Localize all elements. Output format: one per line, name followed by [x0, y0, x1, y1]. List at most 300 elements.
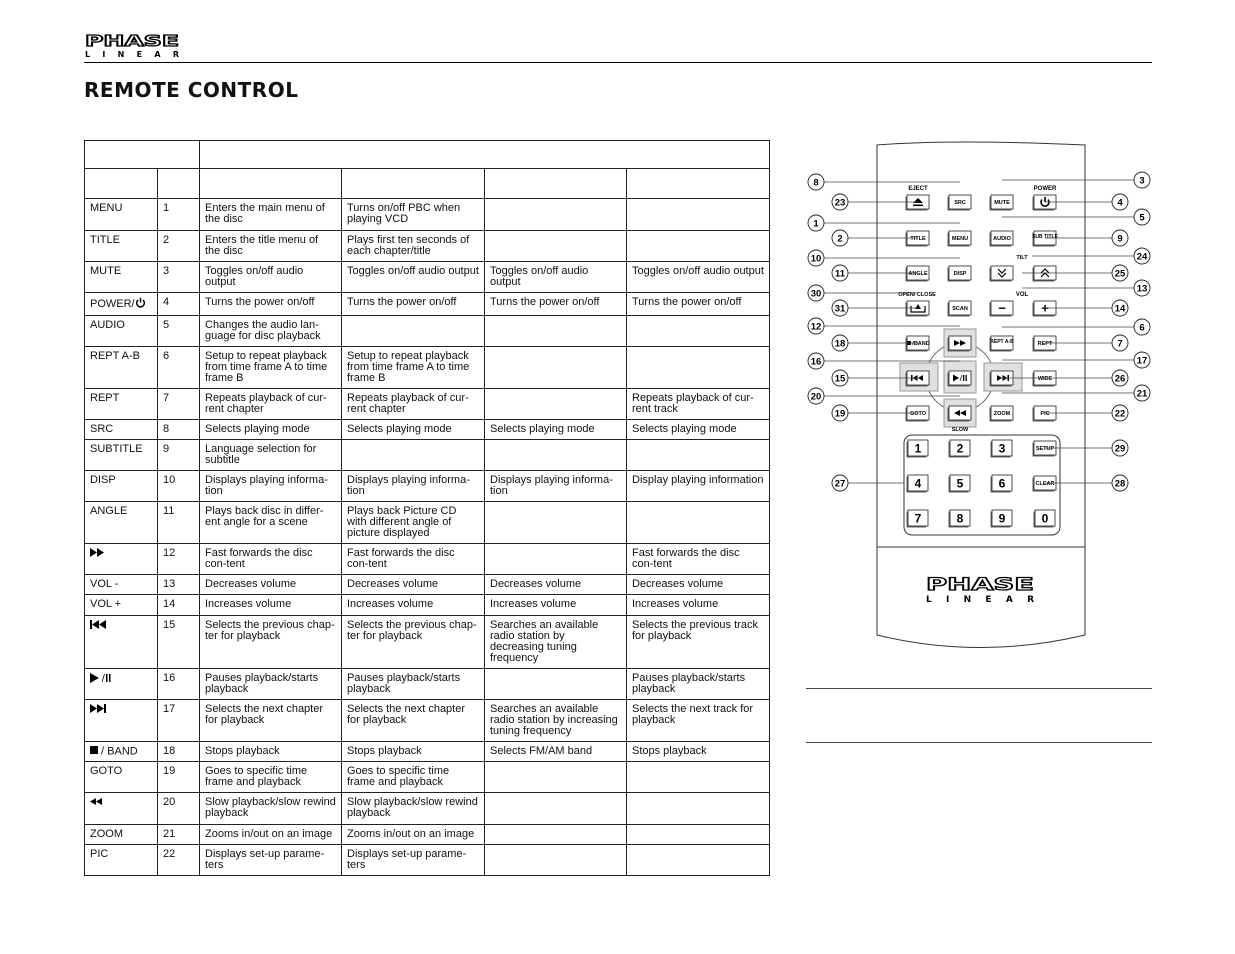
- button-label: +: [1041, 300, 1049, 316]
- tilt-label: TILT: [1016, 255, 1028, 261]
- function-cell: Plays back Picture CD with different angle of picture displayed: [342, 502, 485, 544]
- function-cell: Displays playing informa-tion: [200, 471, 342, 502]
- callout-number: 15: [834, 373, 846, 385]
- function-cell: [485, 231, 627, 262]
- button-name-cell: [85, 700, 158, 742]
- fast-forward-icon: [90, 548, 106, 560]
- remote-button[interactable]: [1034, 510, 1056, 528]
- button-name-cell: [85, 231, 158, 262]
- button-name-cell: [85, 793, 158, 825]
- function-cell: Selects playing mode: [342, 420, 485, 440]
- button-face: [949, 371, 971, 385]
- eject-label: EJECT: [908, 186, 928, 192]
- button-label: SRC: [954, 200, 966, 206]
- button-label: SCAN: [952, 306, 968, 312]
- button-name-cell: [85, 262, 158, 293]
- button-label: MENU: [951, 236, 969, 242]
- table-row: [85, 669, 770, 700]
- callout-number: 20: [810, 391, 822, 403]
- button-name-text: TITLE: [90, 234, 120, 246]
- function-cell: Plays back disc in differ-ent angle for a scene: [200, 502, 342, 544]
- function-cell: Enters the main menu of the disc: [200, 199, 342, 231]
- callout-number-cell: 5: [158, 316, 200, 347]
- button-label: 3: [998, 441, 1006, 456]
- function-cell: Repeats playback of cur-rent track: [627, 389, 770, 420]
- remote-button[interactable]: [990, 336, 1015, 352]
- button-label: 2: [956, 441, 964, 456]
- remote-button[interactable]: [906, 266, 930, 282]
- table-row: [85, 575, 770, 595]
- callout-number-cell: 10: [158, 471, 200, 502]
- button-label: REPT A-B: [990, 339, 1014, 345]
- function-cell: [485, 544, 627, 575]
- callout-number: 2: [837, 233, 843, 245]
- callout-number-cell: 8: [158, 420, 200, 440]
- remote-button[interactable]: [906, 301, 930, 317]
- callout-number-cell: 16: [158, 669, 200, 700]
- function-cell: Stops playback: [627, 742, 770, 762]
- function-cell: Increases volume: [200, 595, 342, 616]
- remote-button[interactable]: [906, 231, 930, 247]
- button-name-text: ANGLE: [90, 505, 128, 517]
- rewind-icon: [90, 797, 102, 808]
- function-cell: [627, 440, 770, 471]
- callout-number: 26: [1114, 373, 1126, 385]
- callout-number-cell: 4: [158, 293, 200, 316]
- table-row: [85, 502, 770, 544]
- callout-number: 21: [1136, 388, 1148, 400]
- button-label: 1: [914, 441, 922, 456]
- button-label: GOTO: [909, 411, 927, 417]
- button-label: PIC: [1040, 411, 1050, 417]
- callout-number: 1: [813, 218, 819, 230]
- button-name-text: DISP: [90, 474, 116, 486]
- button-name-cell: [85, 316, 158, 347]
- header-cell-blank: [85, 141, 200, 169]
- button-name-text: MENU: [90, 202, 123, 214]
- function-cell: Displays set-up parame-ters: [200, 845, 342, 876]
- function-cell: Decreases volume: [627, 575, 770, 595]
- remote-button[interactable]: [1033, 195, 1057, 211]
- function-cell: Selects playing mode: [627, 420, 770, 440]
- callout-number-cell: 12: [158, 544, 200, 575]
- remote-button[interactable]: [906, 406, 930, 422]
- button-name-cell: [85, 347, 158, 389]
- table-row: [85, 316, 770, 347]
- function-cell: [627, 793, 770, 825]
- table-row: [85, 293, 770, 316]
- function-cell: [485, 440, 627, 471]
- function-cell: Fast forwards the disc con-tent: [200, 544, 342, 575]
- button-name-cell: [85, 825, 158, 845]
- remote-button[interactable]: [948, 336, 972, 352]
- function-cell: Turns on/off PBC when playing VCD: [342, 199, 485, 231]
- button-label: TITLE: [910, 236, 926, 242]
- callout-number: 17: [1136, 355, 1148, 367]
- function-cell: Selects the previous chap-ter for playback: [200, 616, 342, 669]
- callout-number: 31: [834, 303, 846, 315]
- remote-button[interactable]: [1033, 301, 1057, 317]
- button-name-text: PIC: [90, 848, 109, 861]
- function-cell: Displays set-up parame-ters: [342, 845, 485, 876]
- function-cell: Turns the power on/off: [627, 293, 770, 316]
- callout-number: 12: [810, 321, 822, 333]
- function-cell: Toggles on/off audio output: [200, 262, 342, 293]
- side-rule-bottom: [806, 742, 1152, 743]
- function-cell: [485, 762, 627, 793]
- function-cell: Pauses playback/starts playback: [342, 669, 485, 700]
- callout-number-cell: 3: [158, 262, 200, 293]
- function-cell: Setup to repeat playback from time frame A to time frame B: [342, 347, 485, 389]
- function-cell: Searches an available radio station by decreasing tuning frequency: [485, 616, 627, 669]
- function-cell: Display playing information: [627, 471, 770, 502]
- button-name-cell: [85, 595, 158, 616]
- function-cell: [627, 231, 770, 262]
- remote-button[interactable]: [948, 406, 972, 422]
- remote-button[interactable]: [948, 231, 972, 247]
- button-label: 5: [956, 476, 964, 491]
- callout-number-cell: 17: [158, 700, 200, 742]
- function-cell: Decreases volume: [200, 575, 342, 595]
- function-cell: Decreases volume: [342, 575, 485, 595]
- table-row: [85, 347, 770, 389]
- remote-button[interactable]: [949, 440, 971, 458]
- callout-number-cell: 6: [158, 347, 200, 389]
- function-cell: [485, 389, 627, 420]
- remote-button[interactable]: [990, 371, 1014, 387]
- function-cell: Language selection for subtitle: [200, 440, 342, 471]
- function-cell: [627, 199, 770, 231]
- remote-button[interactable]: [1033, 406, 1057, 422]
- remote-button[interactable]: [907, 440, 929, 458]
- table-row: [85, 389, 770, 420]
- button-label: 6: [998, 476, 1006, 491]
- button-label: DISP: [953, 271, 967, 277]
- header-cell-blank: [485, 169, 627, 199]
- previous-icon: [90, 620, 108, 632]
- function-cell: [627, 845, 770, 876]
- button-name-text: GOTO: [90, 765, 123, 778]
- callout-number-cell: 13: [158, 575, 200, 595]
- remote-body: [877, 142, 1085, 648]
- callout-number: 22: [1114, 408, 1126, 420]
- button-name-text: ZOOM: [90, 828, 123, 841]
- open-close-label: OPEN/ CLOSE: [898, 292, 936, 298]
- callout-number-cell: 7: [158, 389, 200, 420]
- button-label: REPT: [1037, 341, 1053, 347]
- remote-button[interactable]: [990, 195, 1014, 211]
- function-cell: Goes to specific time frame and playback: [342, 762, 485, 793]
- function-cell: Selects FM/AM band: [485, 742, 627, 762]
- callout-number-cell: 11: [158, 502, 200, 544]
- function-cell: Increases volume: [342, 595, 485, 616]
- button-label: 4: [914, 476, 922, 491]
- callout-number: 25: [1114, 268, 1126, 280]
- function-cell: Stops playback: [200, 742, 342, 762]
- function-cell: [627, 347, 770, 389]
- function-cell: Goes to specific time frame and playback: [200, 762, 342, 793]
- button-name-cell: [85, 544, 158, 575]
- callout-number-cell: 20: [158, 793, 200, 825]
- button-name-cell: [85, 293, 158, 316]
- button-label: 9: [998, 511, 1006, 526]
- callout-number: 13: [1136, 283, 1148, 295]
- remote-functions-table: [84, 140, 770, 876]
- callout-number: 6: [1139, 322, 1145, 334]
- remote-button[interactable]: [949, 475, 971, 493]
- function-cell: [485, 845, 627, 876]
- function-cell: Increases volume: [627, 595, 770, 616]
- callout-number: 11: [834, 268, 846, 280]
- table-row: [85, 595, 770, 616]
- function-cell: [627, 762, 770, 793]
- function-cell: Slow playback/slow rewind playback: [200, 793, 342, 825]
- function-cell: Setup to repeat playback from time frame A to time frame B: [200, 347, 342, 389]
- callout-number: 7: [1117, 338, 1123, 350]
- logo-bottom-text: LINEAR: [85, 50, 179, 58]
- remote-logo-top: PHASE: [926, 575, 1034, 595]
- button-label: MUTE: [994, 200, 1010, 206]
- function-cell: Fast forwards the disc con-tent: [627, 544, 770, 575]
- function-cell: Repeats playback of cur-rent chapter: [200, 389, 342, 420]
- table-row: [85, 262, 770, 293]
- button-name-text: AUDIO: [90, 319, 125, 331]
- callout-number: 28: [1114, 478, 1126, 490]
- button-name-text: VOL +: [90, 598, 122, 610]
- header-cell-blank: [158, 169, 200, 199]
- callout-number: 29: [1114, 443, 1126, 455]
- remote-button[interactable]: [949, 510, 971, 528]
- function-cell: [627, 825, 770, 845]
- page-title: REMOTE CONTROL: [84, 78, 299, 102]
- side-rule-top: [806, 688, 1152, 689]
- callout-number-cell: 2: [158, 231, 200, 262]
- remote-button[interactable]: [907, 475, 929, 493]
- button-label: −: [998, 300, 1006, 316]
- callout-number: 3: [1139, 175, 1145, 187]
- function-cell: Pauses playback/starts playback: [200, 669, 342, 700]
- function-cell: Changes the audio lan-guage for disc playback: [200, 316, 342, 347]
- button-name-text: SUBTITLE: [90, 443, 143, 455]
- callout-number: 10: [810, 253, 822, 265]
- function-cell: Selects playing mode: [485, 420, 627, 440]
- header-cell-blank: [627, 169, 770, 199]
- function-cell: Selects the previous track for playback: [627, 616, 770, 669]
- button-label: ANGLE: [908, 271, 928, 277]
- header-cell-blank: [200, 141, 770, 169]
- header-cell-blank: [200, 169, 342, 199]
- remote-button[interactable]: [990, 231, 1014, 247]
- function-cell: Selects the next track for playback: [627, 700, 770, 742]
- table-header-row-1: [85, 141, 770, 169]
- button-name-cell: [85, 845, 158, 876]
- button-name-cell: [85, 502, 158, 544]
- button-name-cell: [85, 389, 158, 420]
- header-rule: [84, 62, 1152, 63]
- remote-button[interactable]: [948, 195, 972, 211]
- function-cell: Decreases volume: [485, 575, 627, 595]
- power-icon: [135, 297, 146, 311]
- callout-number-cell: 19: [158, 762, 200, 793]
- table-row: [85, 440, 770, 471]
- function-cell: Toggles on/off audio output: [342, 262, 485, 293]
- button-label: WIDE: [1037, 376, 1053, 382]
- remote-button[interactable]: [991, 510, 1013, 528]
- function-cell: Selects the next chapter for playback: [200, 700, 342, 742]
- button-label: 8: [956, 511, 964, 526]
- remote-button[interactable]: [991, 440, 1013, 458]
- function-cell: Repeats playback of cur-rent chapter: [342, 389, 485, 420]
- button-label: ZOOM: [993, 411, 1011, 417]
- play-pause-icon: [90, 673, 112, 686]
- callout-number: 24: [1136, 251, 1148, 263]
- callout-number-cell: 22: [158, 845, 200, 876]
- table-row: [85, 471, 770, 502]
- button-name-text: SRC: [90, 423, 114, 435]
- function-cell: [485, 347, 627, 389]
- function-cell: [485, 669, 627, 700]
- table-row: [85, 762, 770, 793]
- table-row: [85, 793, 770, 825]
- remote-illustration: [800, 135, 1160, 655]
- callout-number: 30: [810, 288, 822, 300]
- callout-number: 5: [1139, 212, 1145, 224]
- remote-button[interactable]: [906, 195, 930, 211]
- callout-number: 8: [813, 177, 819, 189]
- function-cell: Plays first ten seconds of each chapter/title: [342, 231, 485, 262]
- table-row: [85, 700, 770, 742]
- remote-button[interactable]: [948, 371, 972, 387]
- button-name-text: REPT A-B: [90, 350, 140, 362]
- function-cell: [342, 440, 485, 471]
- table-row: [85, 231, 770, 262]
- function-cell: Displays playing informa-tion: [342, 471, 485, 502]
- remote-button[interactable]: [990, 406, 1014, 422]
- remote-button[interactable]: [1033, 441, 1057, 457]
- remote-button[interactable]: [990, 301, 1014, 317]
- slow-label: SLOW: [951, 427, 969, 433]
- table-row: [85, 825, 770, 845]
- function-cell: Searches an available radio station by increasing tuning frequency: [485, 700, 627, 742]
- function-cell: Enters the title menu of the disc: [200, 231, 342, 262]
- next-icon: [90, 704, 108, 716]
- table-header-row-2: [85, 169, 770, 199]
- callout-number-cell: 21: [158, 825, 200, 845]
- function-cell: [627, 316, 770, 347]
- power-label: POWER: [1033, 186, 1057, 192]
- button-label: 0: [1041, 511, 1049, 526]
- function-cell: Pauses playback/starts playback: [627, 669, 770, 700]
- remote-button[interactable]: [991, 475, 1013, 493]
- button-name-text: MUTE: [90, 265, 122, 277]
- remote-logo-bottom: LINEAR: [926, 595, 1034, 605]
- button-name-cell: [85, 575, 158, 595]
- table-row: [85, 845, 770, 876]
- table-row: [85, 420, 770, 440]
- table-row: [85, 616, 770, 669]
- button-label: 7: [914, 511, 922, 526]
- callout-number: 4: [1117, 197, 1123, 209]
- function-cell: Fast forwards the disc con-tent: [342, 544, 485, 575]
- button-name-cell: [85, 420, 158, 440]
- function-cell: [485, 199, 627, 231]
- logo-top-text: PHASE: [85, 33, 179, 50]
- callout-number-cell: 14: [158, 595, 200, 616]
- remote-button[interactable]: [1033, 476, 1057, 492]
- table-row: [85, 544, 770, 575]
- callout-number-cell: 18: [158, 742, 200, 762]
- callout-number: 14: [1114, 303, 1126, 315]
- button-name-cell: [85, 762, 158, 793]
- remote-button[interactable]: [906, 371, 930, 387]
- callout-number: 18: [834, 338, 846, 350]
- button-name-text: / BAND: [98, 745, 138, 758]
- function-cell: [627, 502, 770, 544]
- button-name-cell: [85, 742, 158, 762]
- phase-linear-logo: [84, 33, 180, 58]
- remote-button[interactable]: [1033, 336, 1057, 352]
- function-cell: [485, 316, 627, 347]
- function-cell: Displays playing informa-tion: [485, 471, 627, 502]
- function-cell: Selects the next chapter for playback: [342, 700, 485, 742]
- remote-button[interactable]: [1033, 266, 1057, 282]
- button-name-text: REPT: [90, 392, 120, 404]
- table-row: [85, 742, 770, 762]
- callout-number-cell: 15: [158, 616, 200, 669]
- function-cell: Selects the previous chap-ter for playback: [342, 616, 485, 669]
- table-row: [85, 199, 770, 231]
- button-name-text: POWER/: [90, 297, 135, 310]
- button-label: SUB TITLE: [1032, 234, 1058, 240]
- callout-number-cell: 1: [158, 199, 200, 231]
- function-cell: Turns the power on/off: [485, 293, 627, 316]
- button-name-text: VOL -: [90, 578, 119, 590]
- vol-label: VOL: [1015, 292, 1029, 298]
- callout-number: 19: [834, 408, 846, 420]
- button-label: /BAND: [912, 341, 930, 347]
- function-cell: Increases volume: [485, 595, 627, 616]
- function-cell: [485, 793, 627, 825]
- header-cell-blank: [85, 169, 158, 199]
- function-cell: Selects playing mode: [200, 420, 342, 440]
- callout-number-cell: 9: [158, 440, 200, 471]
- function-cell: Stops playback: [342, 742, 485, 762]
- button-name-cell: [85, 199, 158, 231]
- button-label: CLEAR: [1035, 481, 1055, 487]
- function-cell: [485, 502, 627, 544]
- function-cell: [342, 316, 485, 347]
- remote-button[interactable]: [948, 266, 972, 282]
- function-cell: [485, 825, 627, 845]
- remote-button[interactable]: [906, 336, 930, 352]
- callout-number: 27: [834, 478, 846, 490]
- function-cell: Turns the power on/off: [200, 293, 342, 316]
- remote-button[interactable]: [948, 301, 972, 317]
- button-name-cell: [85, 440, 158, 471]
- button-name-cell: [85, 616, 158, 669]
- button-label: AUDIO: [993, 236, 1011, 242]
- callout-number: 16: [810, 356, 822, 368]
- remote-button[interactable]: [1033, 371, 1057, 387]
- function-cell: Toggles on/off audio output: [627, 262, 770, 293]
- remote-button[interactable]: [990, 266, 1014, 282]
- callout-number: 9: [1117, 233, 1123, 245]
- remote-button[interactable]: [907, 510, 929, 528]
- button-name-cell: [85, 669, 158, 700]
- remote-button[interactable]: [1032, 231, 1058, 247]
- callout-number: 23: [834, 197, 846, 209]
- function-cell: Zooms in/out on an image: [200, 825, 342, 845]
